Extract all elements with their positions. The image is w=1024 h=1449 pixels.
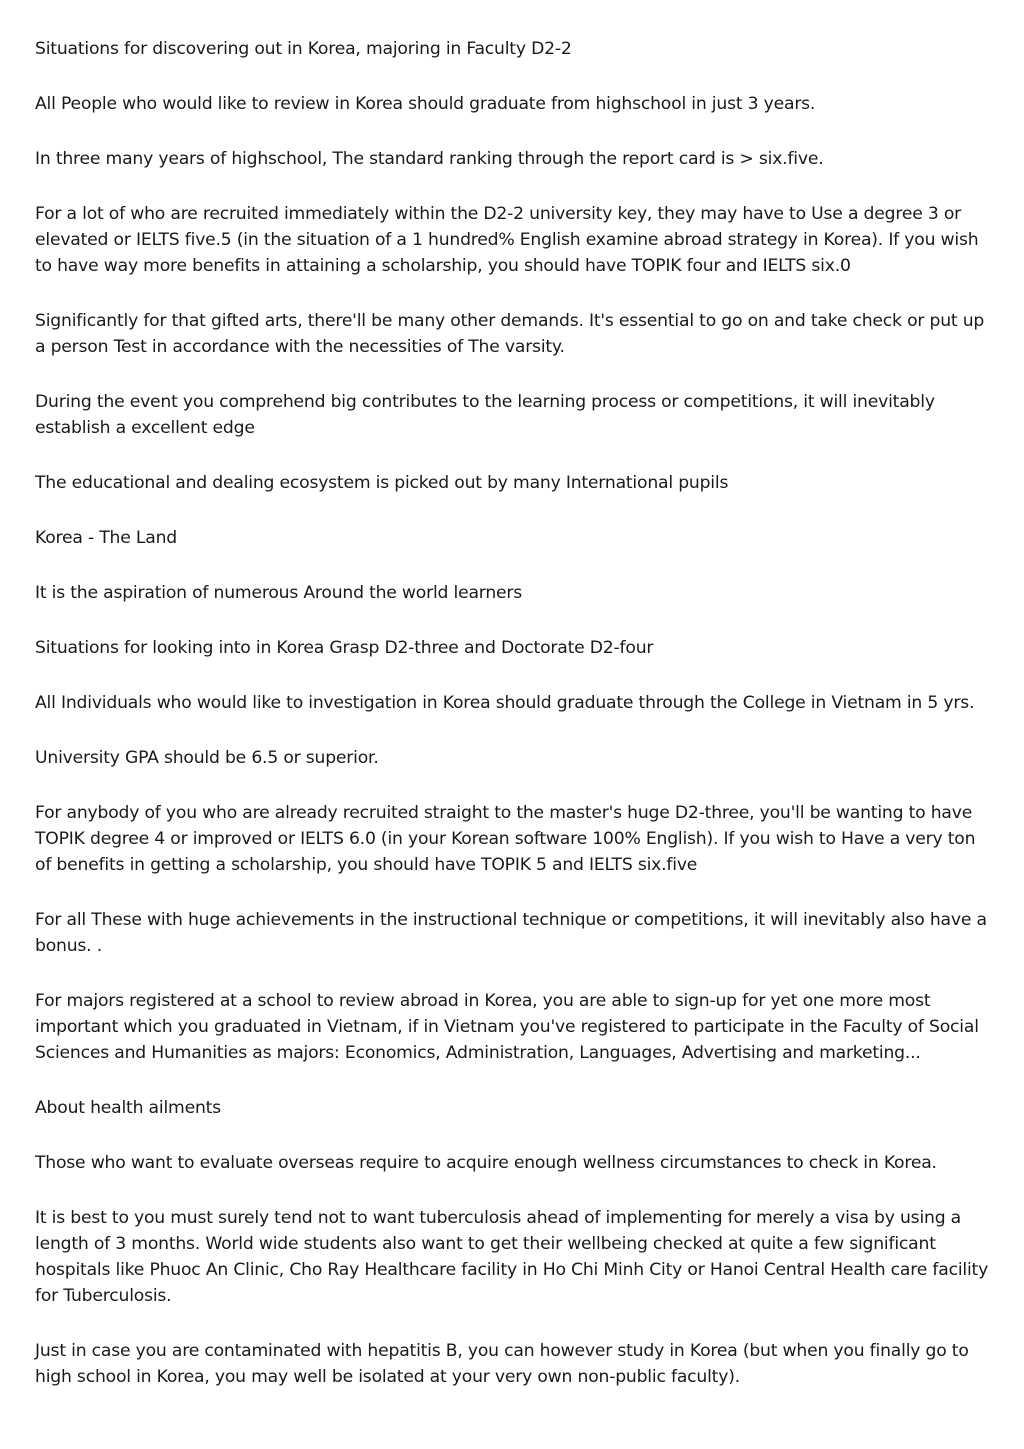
paragraph: For all These with huge achievements in the instructional technique or competitions, it will inevitably also have a bonus. . xyxy=(35,910,987,956)
paragraph: Those who want to evaluate overseas require to acquire enough wellness circumstances to check in Korea. xyxy=(35,1153,937,1173)
paragraph: Significantly for that gifted arts, there'll be many other demands. It's essential to go on and take check or put up a person Test in accordance with the necessities of The varsity. xyxy=(35,311,985,357)
paragraph: In three many years of highschool, The standard ranking through the report card is > six.five. xyxy=(35,149,824,169)
paragraph: It is best to you must surely tend not to want tuberculosis ahead of implementing for merely a visa by using a length of 3 months. World wide students also want to get their wellbeing checked at quite a few significant hospitals like Phuoc An Clinic, Cho Ray Healthcare facility in Ho Chi Minh City or Hanoi Central Health care facility for Tuberculosis. xyxy=(35,1208,989,1306)
paragraph: About health ailments xyxy=(35,1098,221,1118)
paragraph: Situations for discovering out in Korea, majoring in Faculty D2-2 xyxy=(35,39,572,59)
paragraph: The educational and dealing ecosystem is picked out by many International pupils xyxy=(35,473,729,493)
paragraph: For a lot of who are recruited immediately within the D2-2 university key, they may have to Use a degree 3 or elevated or IELTS five.5 (in the situation of a 1 hundred% English examine abroad strategy in Korea). If you wish to have way more benefits in attaining a scholarship, you should have TOPIK four and IELTS six.0 xyxy=(35,204,979,276)
paragraph: University GPA should be 6.5 or superior. xyxy=(35,748,379,768)
paragraph: All Individuals who would like to investigation in Korea should graduate through the College in Vietnam in 5 yrs. xyxy=(35,693,975,713)
paragraph: For majors registered at a school to review abroad in Korea, you are able to sign-up for yet one more most important which you graduated in Vietnam, if in Vietnam you've registered to participate in the Faculty of Social Sciences and Humanities as majors: Economics, Administration, Languages, Advertising and marketing... xyxy=(35,991,979,1063)
paragraph: During the event you comprehend big contributes to the learning process or competitions, it will inevitably establish a excellent edge xyxy=(35,392,935,438)
paragraph: Just in case you are contaminated with hepatitis B, you can however study in Korea (but when you finally go to high school in Korea, you may well be isolated at your very own non-public faculty). xyxy=(35,1341,969,1387)
paragraph: For anybody of you who are already recruited straight to the master's huge D2-three, you'll be wanting to have TOPIK degree 4 or improved or IELTS 6.0 (in your Korean software 100% English). If you wish to Have a very ton of benefits in getting a scholarship, you should have TOPIK 5 and IELTS six.five xyxy=(35,803,976,875)
paragraph: It is the aspiration of numerous Around the world learners xyxy=(35,583,523,603)
paragraph: Korea - The Land xyxy=(35,528,177,548)
paragraph: All People who would like to review in Korea should graduate from highschool in just 3 years. xyxy=(35,94,816,114)
paragraph: Situations for looking into in Korea Grasp D2-three and Doctorate D2-four xyxy=(35,638,654,658)
document-page xyxy=(35,36,989,1419)
